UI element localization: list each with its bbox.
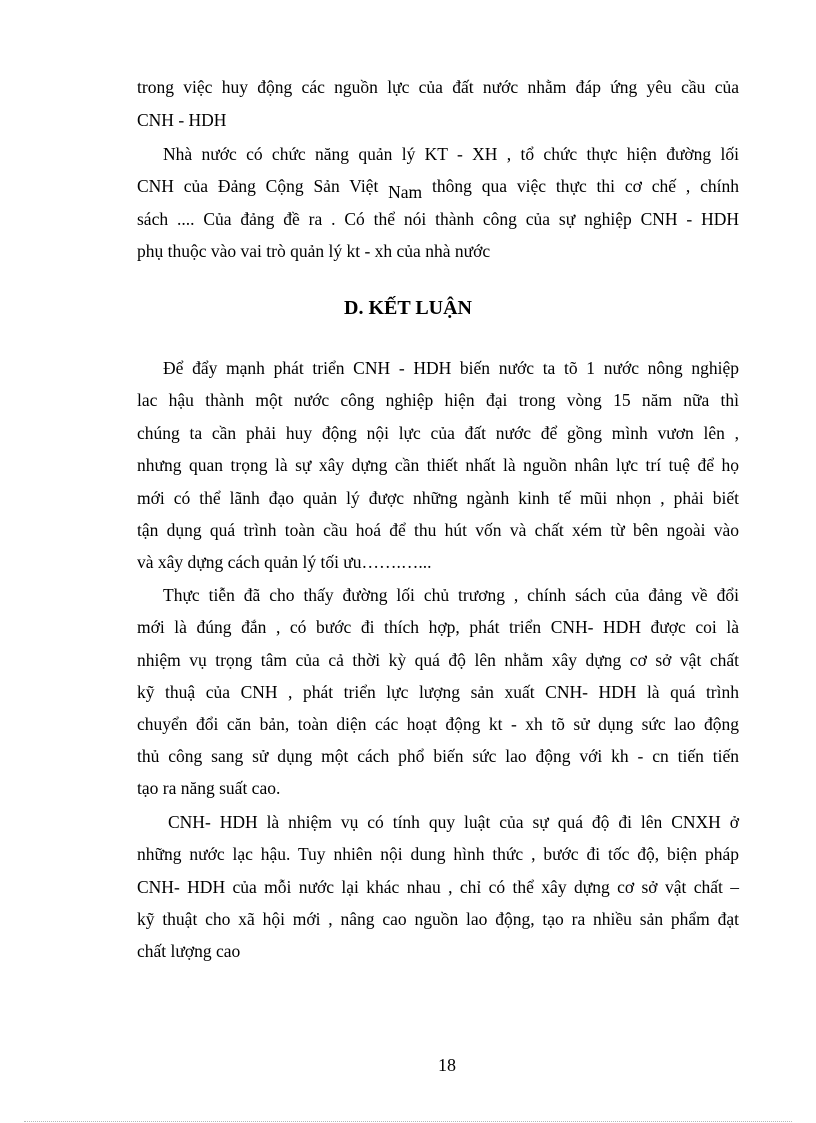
text-line: tạo ra năng suất cao. xyxy=(137,778,281,798)
text-line: CNH- HDH của mỗi nước lại khác nhau , chỉ có thể xây dựng cơ sở vật chất – xyxy=(137,877,739,897)
text-line: mới có thể lãnh đạo quản lý được những ngành kinh tế mũi nhọn , phải biết xyxy=(137,488,739,508)
page-number: 18 xyxy=(438,1055,456,1075)
text-line: CNH - HDH xyxy=(137,110,227,130)
text-line xyxy=(137,175,739,202)
text-line: Thực tiễn đã cho thấy đường lối chủ trương , chính sách của đảng về đổi xyxy=(163,585,739,605)
text-line: Để đẩy mạnh phát triển CNH - HDH biến nước ta tõ 1 nước nông nghiệp xyxy=(163,358,739,378)
text-line: nhưng quan trọng là sự xây dựng cần thiết nhất là nguồn nhân lực trí tuệ để họ xyxy=(137,455,739,475)
text-line: trong việc huy động các nguồn lực của đất nước nhằm đáp ứng yêu cầu của xyxy=(137,77,739,97)
text-line: những nước lạc hậu. Tuy nhiên nội dung hình thức , bước đi tốc độ, biện pháp xyxy=(137,844,739,864)
text-line: sách .... Của đảng đề ra . Có thể nói thành công của sự nghiệp CNH - HDH xyxy=(137,209,739,229)
text-segment: thông qua việc thực thi cơ chế , chính xyxy=(422,176,739,196)
text-segment: CNH của Đảng Cộng Sản Việt xyxy=(137,176,389,196)
text-line: lac hậu thành một nước công nghiệp hiện đại trong vòng 15 năm nữa thì xyxy=(137,390,739,410)
section-heading: D. KẾT LUẬN xyxy=(344,297,472,319)
text-line: và xây dựng cách quản lý tối ưu…….…... xyxy=(137,552,432,572)
text-line: kỹ thuậ của CNH , phát triển lực lượng sản xuất CNH- HDH là quá trình xyxy=(137,682,739,702)
text-line: tận dụng quá trình toàn cầu hoá để thu hút vốn và chất xém từ bên ngoài vào xyxy=(137,520,739,540)
text-line: kỹ thuật cho xã hội mới , nâng cao nguồn lao động, tạo ra nhiều sản phẩm đạt xyxy=(137,909,739,929)
page-bottom-rule xyxy=(24,1121,792,1122)
text-line: phụ thuộc vào vai trò quản lý kt - xh của nhà nước xyxy=(137,241,491,261)
text-line: Nhà nước có chức năng quản lý KT - XH , tổ chức thực hiện đường lối xyxy=(163,144,739,164)
text-line: mới là đúng đắn , có bước đi thích hợp, phát triển CNH- HDH được coi là xyxy=(137,617,739,637)
text-line: nhiệm vụ trọng tâm của cả thời kỳ quá độ lên nhằm xây dựng cơ sở vật chất xyxy=(137,650,739,670)
text-line: chất lượng cao xyxy=(137,941,241,961)
text-line: thủ công sang sử dụng một cách phổ biến sức lao động với kh - cn tiến tiến xyxy=(137,746,739,766)
subscript-text: Nam xyxy=(388,182,423,202)
text-line: chuyển đổi căn bản, toàn diện các hoạt động kt - xh tõ sử dụng sức lao động xyxy=(137,714,739,734)
text-line: chúng ta cần phải huy động nội lực của đất nước để gồng mình vươn lên , xyxy=(137,423,739,443)
text-line: CNH- HDH là nhiệm vụ có tính quy luật của sự quá độ đi lên CNXH ở xyxy=(168,812,739,832)
